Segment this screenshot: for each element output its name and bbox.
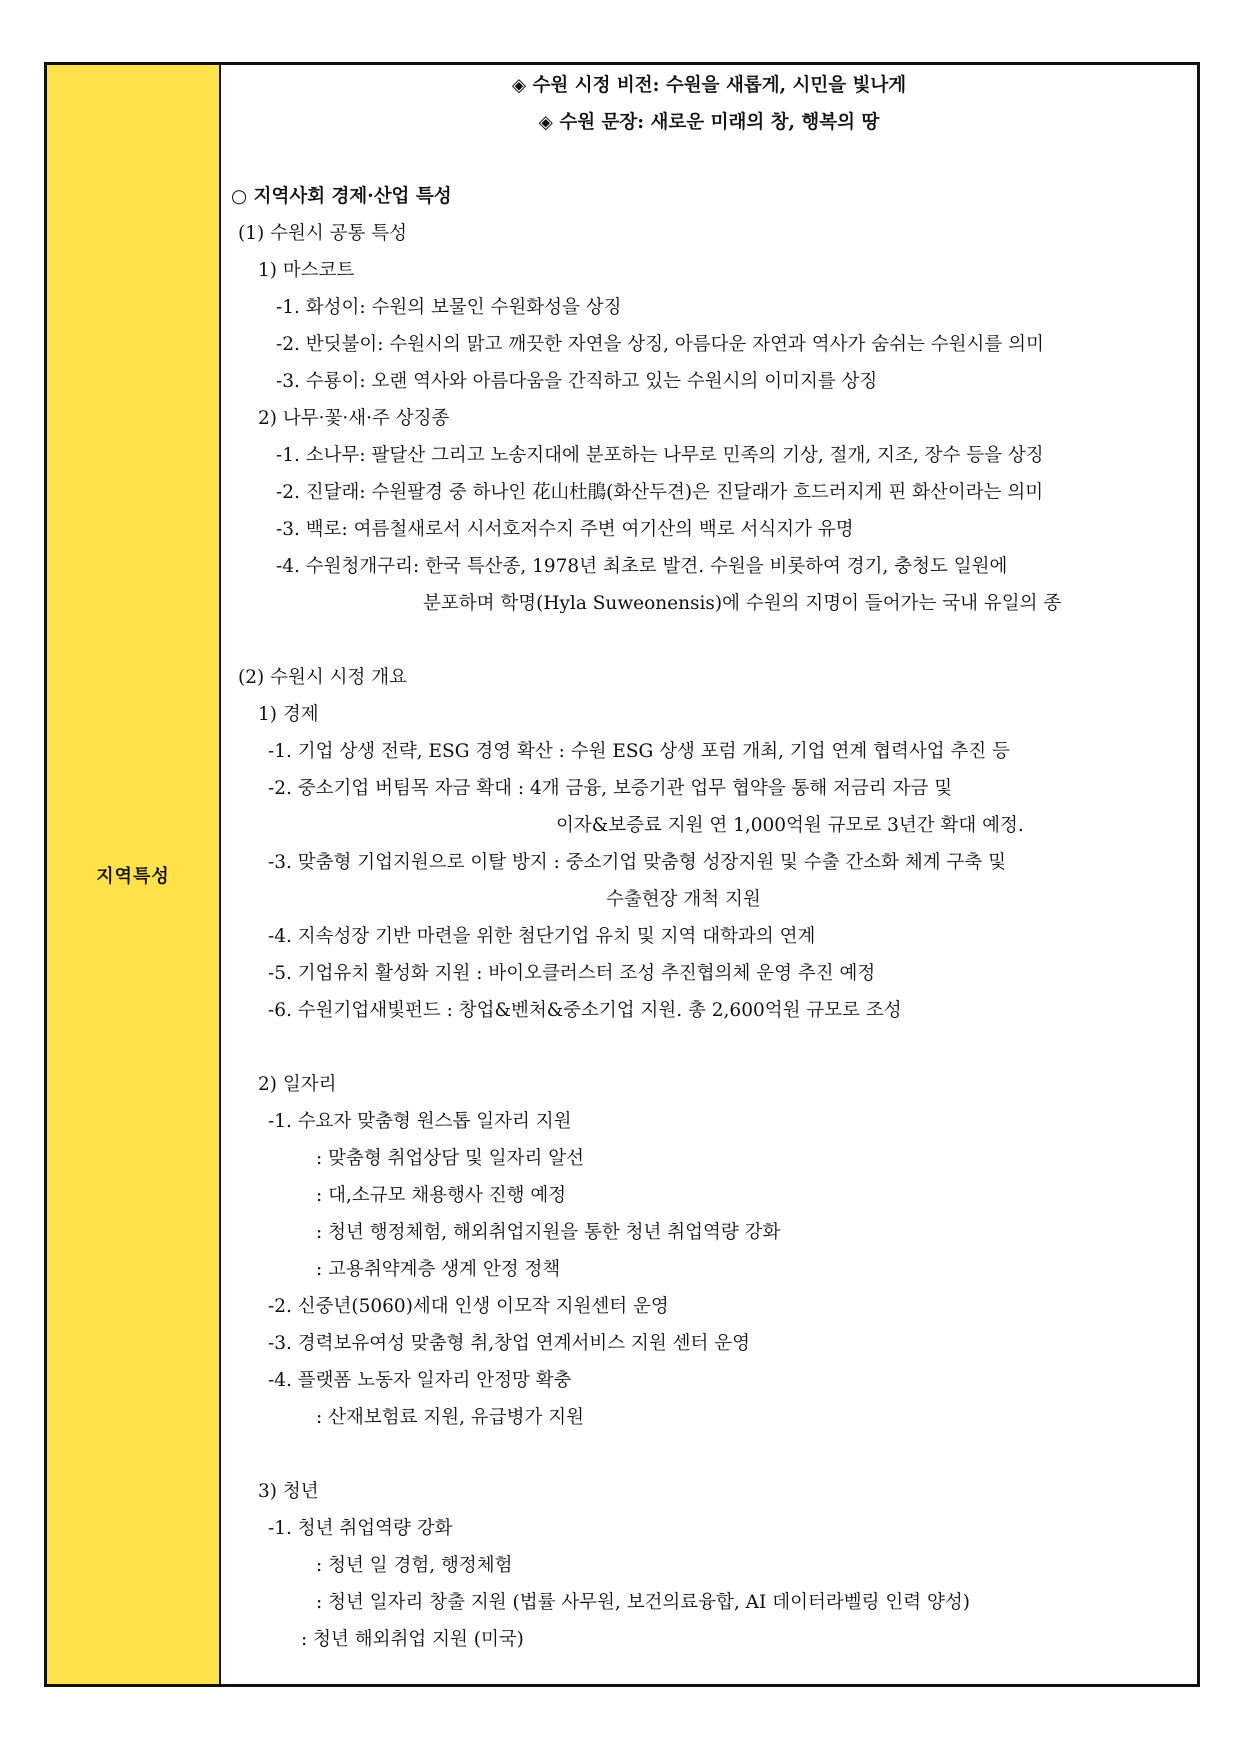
list-item-continuation: 수출현장 개척 지원 xyxy=(606,889,761,910)
list-item-continuation: 분포하며 학명(Hyla Suweonensis)에 수원의 지명이 들어가는 국내 유일의 종 xyxy=(423,593,1062,614)
list-detail: : 산재보험료 지원, 유급병가 지원 xyxy=(316,1407,584,1428)
item-heading: 1) 마스코트 xyxy=(258,260,355,281)
list-detail: : 고용취약계층 생계 안정 정책 xyxy=(316,1259,561,1280)
list-item: -4. 수원청개구리: 한국 특산종, 1978년 최초로 발견. 수원을 비롯하여 경기, 충청도 일원에 xyxy=(276,556,1008,577)
document-table xyxy=(44,62,1200,1687)
content-cell xyxy=(221,65,1197,1684)
list-item: -3. 수룡이: 오랜 역사와 아름다움을 간직하고 있는 수원시의 이미지를 상징 xyxy=(276,371,878,392)
list-item: -4. 플랫폼 노동자 일자리 안정망 확충 xyxy=(268,1370,572,1391)
list-item: -6. 수원기업새빛펀드 : 창업&벤처&중소기업 지원. 총 2,600억원 규모로 조성 xyxy=(268,1000,902,1021)
list-item: -3. 백로: 여름철새로서 시서호저수지 주변 여기산의 백로 서식지가 유명 xyxy=(276,519,854,540)
list-item: -2. 중소기업 버팀목 자금 확대 : 4개 금융, 보증기관 업무 협약을 통해 저금리 자금 및 xyxy=(268,778,953,799)
list-item: -3. 맞춤형 기업지원으로 이탈 방지 : 중소기업 맞춤형 성장지원 및 수출 간소화 체계 구축 및 xyxy=(268,852,1006,873)
vision-heading: ◈ 수원 시정 비전: 수원을 새롭게, 시민을 빛나게 xyxy=(511,75,907,96)
list-item: -1. 기업 상생 전략, ESG 경영 확산 : 수원 ESG 상생 포럼 개최, 기업 연계 협력사업 추진 등 xyxy=(268,741,1011,762)
subsection-heading: (1) 수원시 공통 특성 xyxy=(238,223,407,244)
subsection-heading: (2) 수원시 시정 개요 xyxy=(238,667,407,688)
list-detail: : 청년 일 경험, 행정체험 xyxy=(316,1555,513,1576)
item-heading: 2) 나무·꽃·새·주 상징종 xyxy=(258,408,450,429)
item-heading: 2) 일자리 xyxy=(258,1074,337,1095)
list-item-continuation: 이자&보증료 지원 연 1,000억원 규모로 3년간 확대 예정. xyxy=(556,815,1024,836)
list-detail: : 청년 해외취업 지원 (미국) xyxy=(301,1629,524,1650)
category-cell xyxy=(47,65,221,1684)
list-detail: : 청년 일자리 창출 지원 (법률 사무원, 보건의료융합, AI 데이터라벨링 인력 양성) xyxy=(316,1592,970,1613)
list-item: -3. 경력보유여성 맞춤형 취,창업 연계서비스 지원 센터 운영 xyxy=(268,1333,750,1354)
list-item: -2. 진달래: 수원팔경 중 하나인 花山杜鵑(화산두견)은 진달래가 흐드러지게 핀 화산이라는 의미 xyxy=(276,482,1044,503)
list-item: -1. 화성이: 수원의 보물인 수원화성을 상징 xyxy=(276,297,622,318)
list-item: -4. 지속성장 기반 마련을 위한 첨단기업 유치 및 지역 대학과의 연계 xyxy=(268,926,816,947)
list-item: -1. 청년 취업역량 강화 xyxy=(268,1518,453,1539)
list-item: -2. 반딧불이: 수원시의 맑고 깨끗한 자연을 상징, 아름다운 자연과 역사가 숨쉬는 수원시를 의미 xyxy=(276,334,1044,355)
list-item: -1. 수요자 맞춤형 원스톱 일자리 지원 xyxy=(268,1111,572,1132)
item-heading: 1) 경제 xyxy=(258,704,319,725)
list-detail: : 대,소규모 채용행사 진행 예정 xyxy=(316,1185,567,1206)
list-detail: : 청년 행정체험, 해외취업지원을 통한 청년 취업역량 강화 xyxy=(316,1222,781,1243)
list-item: -2. 신중년(5060)세대 인생 이모작 지원센터 운영 xyxy=(268,1296,669,1317)
item-heading: 3) 청년 xyxy=(258,1481,319,1502)
list-detail: : 맞춤형 취업상담 및 일자리 알선 xyxy=(316,1148,584,1169)
category-label: 지역특성 xyxy=(96,865,170,887)
list-item: -5. 기업유치 활성화 지원 : 바이오클러스터 조성 추진협의체 운영 추진 예정 xyxy=(268,963,876,984)
section-heading: ○ 지역사회 경제·산업 특성 xyxy=(231,186,452,207)
emblem-heading: ◈ 수원 문장: 새로운 미래의 창, 행복의 땅 xyxy=(538,112,880,133)
list-item: -1. 소나무: 팔달산 그리고 노송지대에 분포하는 나무로 민족의 기상, 절개, 지조, 장수 등을 상징 xyxy=(276,445,1044,466)
